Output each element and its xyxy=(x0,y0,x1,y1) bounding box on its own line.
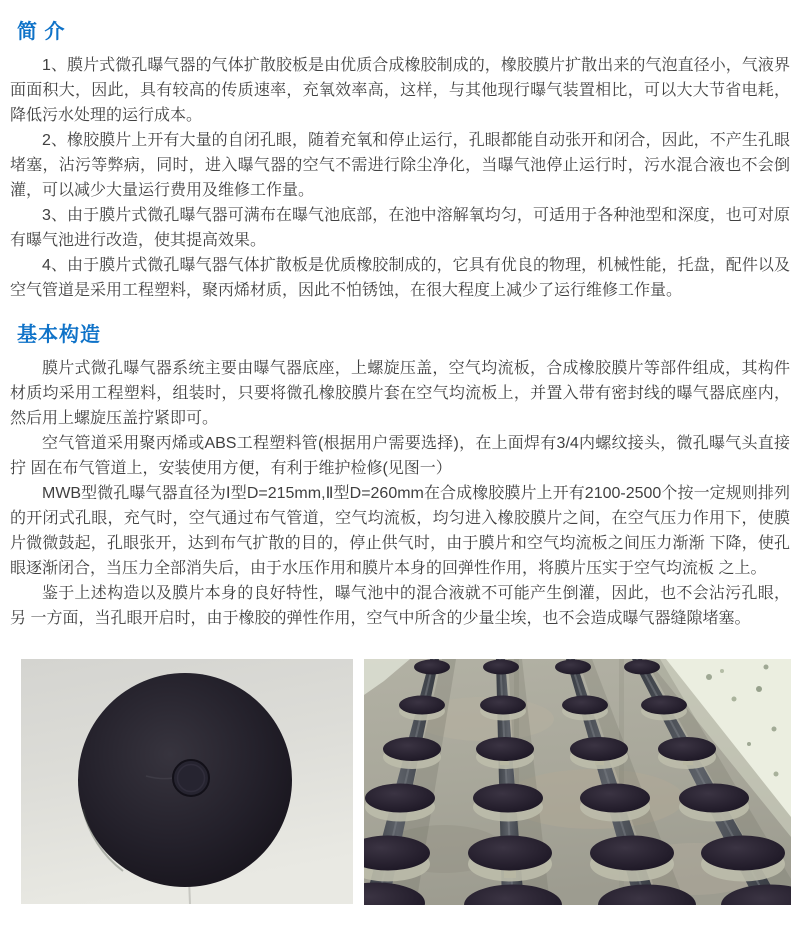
section-intro xyxy=(0,0,800,303)
section-construction xyxy=(0,303,800,631)
intro-paragraph-4: 4、由于膜片式微孔曝气器气体扩散板是优质橡胶制成的，它具有优良的物理，机械性能，托盘，配件以及空气管道是采用工程塑料，聚丙烯材质，因此不怕锈蚀，在很大程度上减少了运行维修工作量。 xyxy=(10,257,790,299)
construction-paragraph-1: 膜片式微孔曝气器系统主要由曝气器底座，上螺旋压盖，空气均流板，合成橡胶膜片等部件组成，其构件材质均采用工程塑料，组装时，只要将微孔橡胶膜片套在空气均流板上，并置入带有密封线的曝气器底座内，然后用上螺旋压盖拧紧即可。 xyxy=(10,360,790,427)
membrane-disc-diffuser-photo xyxy=(21,659,353,904)
diffuser-installation-photo xyxy=(364,659,791,905)
figures-row xyxy=(21,659,791,905)
intro-paragraph-3: 3、由于膜片式微孔曝气器可满布在曝气池底部，在池中溶解氧均匀，可适用于各种池型和深度，也可对原有曝气池进行改造，使其提高效果。 xyxy=(10,207,790,249)
construction-paragraph-2: 空气管道采用聚丙烯或ABS工程塑料管(根据用户需要选择)，在上面焊有3/4内螺纹接头，微孔曝气头直接拧 固在布气管道上，安装使用方便，有利于维护检修(见图一） xyxy=(10,435,790,477)
intro-paragraph-1: 1、膜片式微孔曝气器的气体扩散胶板是由优质合成橡胶制成的，橡胶膜片扩散出来的气泡直径小，气液界面面积大，因此，具有较高的传质速率，充氧效率高，这样，与其他现行曝气装置相比，可以大大节省电耗，降低污水处理的运行成本。 xyxy=(10,57,790,124)
construction-heading: 基本构造 xyxy=(17,324,101,346)
construction-paragraph-4: 鉴于上述构造以及膜片本身的良好特性，曝气池中的混合液就不可能产生倒灌，因此，也不会沾污孔眼，另 一方面，当孔眼开启时，由于橡胶的弹性作用，空气中所含的少量尘埃，也不会造成曝气器缝隙堵塞。 xyxy=(10,585,790,627)
intro-heading: 简 介 xyxy=(17,21,66,43)
intro-paragraph-2: 2、橡胶膜片上开有大量的自闭孔眼，随着充氧和停止运行，孔眼都能自动张开和闭合，因此，不产生孔眼堵塞，沾污等弊病，同时，进入曝气器的空气不需进行除尘净化，当曝气池停止运行时，污水混合液也不会倒灌，可以减少大量运行费用及维修工作量。 xyxy=(10,132,790,199)
membrane-disc-diffuser-image xyxy=(21,659,353,904)
construction-paragraph-3: MWB型微孔曝气器直径为Ⅰ型D=215mm,Ⅱ型D=260mm在合成橡胶膜片上开有2100-2500个按一定规则排列的开闭式孔眼，充气时，空气通过布气管道，空气均流板，均匀进入橡胶膜片之间，在空气压力作用下，使膜片微微鼓起，孔眼张开，达到布气扩散的目的，停止供气时，由于膜片和空气均流板之间压力渐渐 下降，使孔眼逐渐闭合，当压力全部消失后，由于水压作用和膜片本身的回弹性作用，将膜片压实于空气均流板 之上。 xyxy=(10,485,790,577)
diffuser-installation-image xyxy=(364,659,791,905)
